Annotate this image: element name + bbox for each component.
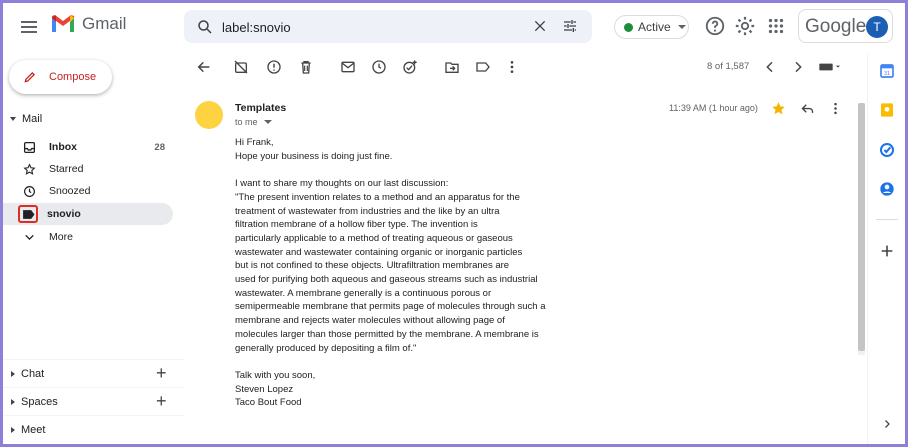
sidebar-item-label: Inbox [49,141,77,153]
gmail-window [3,3,905,444]
sidebar-item-label: snovio [47,208,81,220]
quote-line: wastewater. A membrane generally is a continuous porous or [235,287,492,299]
scrollbar-thumb[interactable] [858,103,865,351]
contacts-icon[interactable] [879,181,895,197]
gmail-m-icon [50,14,76,34]
inbox-icon [22,140,36,154]
star-icon[interactable] [771,101,786,116]
sidebar-item-inbox[interactable] [3,136,173,158]
search-bar[interactable] [184,10,592,43]
keyboard-icon[interactable] [818,59,842,75]
more-icon[interactable] [504,59,520,75]
avatar[interactable]: T [866,16,888,38]
sidebar-item-starred[interactable] [3,158,173,180]
signoff-line: Talk with you soon, [235,369,316,381]
label-icon[interactable] [475,59,491,75]
app-name: Gmail [82,14,127,33]
signature-company: Taco Bout Food [235,397,302,409]
back-icon[interactable] [196,59,212,75]
message-body [235,136,555,410]
reply-icon[interactable] [800,101,815,116]
quote-line: but is not confined to these objects. Ultrafiltration membranes are [235,260,510,272]
body-line: Hope your business is doing just fine. [235,150,393,162]
next-icon[interactable] [790,59,806,75]
section-label: Spaces [21,395,58,408]
chevron-right-icon [11,427,15,433]
gear-icon[interactable] [734,15,756,37]
plus-icon[interactable]: + [156,391,167,411]
quote-line: membrane and rejects water molecules without allowing page of [235,315,505,327]
divider [876,219,898,220]
mail-section-toggle[interactable] [10,113,42,125]
chevron-down-icon [22,230,36,244]
menu-icon[interactable] [17,15,41,39]
mark-unread-icon[interactable] [340,59,356,75]
signature-name: Steven Lopez [235,383,294,395]
move-icon[interactable] [444,59,460,75]
clock-icon [22,184,36,198]
search-input[interactable] [222,16,522,38]
sidebar-item-label: Starred [49,163,84,175]
spaces-section[interactable] [3,387,185,415]
sidebar-item-snovio[interactable] [3,203,173,225]
recipient-label: to me [235,117,258,127]
account-switcher[interactable] [798,9,893,43]
search-icon[interactable] [196,18,214,36]
quote-line: used for purifying both aqueous and gaseous streams such as industrial [235,274,538,286]
calendar-icon[interactable] [879,63,895,79]
report-icon[interactable] [266,59,282,75]
google-wordmark: Google [805,16,867,37]
sender-avatar[interactable] [195,101,223,129]
tune-icon[interactable] [562,18,578,34]
message-timestamp: 11:39 AM (1 hour ago) [669,103,758,113]
quote-line: generally produced by depositing a film of." [235,342,417,354]
gmail-logo[interactable] [50,14,126,34]
keep-icon[interactable] [879,102,895,118]
more-icon[interactable] [828,101,843,116]
quote-line: "The present invention relates to a method and an apparatus for the [235,191,520,203]
quote-line: semipermeable membrane that permits page of molecules through such a [235,301,546,313]
inbox-count: 28 [154,141,165,153]
quote-line: particularly applicable to a method of treating aqueous or gaseous [235,232,513,244]
quote-line: wastewater and wastewater containing organic or inorganic particles [235,246,523,258]
delete-icon[interactable] [298,59,314,75]
side-panel [867,53,905,444]
close-icon[interactable] [532,18,548,34]
chevron-right-icon[interactable] [881,418,893,430]
sidebar-item-more[interactable] [3,226,173,248]
chevron-down-icon [678,25,686,29]
svg-text:31: 31 [884,71,890,77]
compose-button[interactable] [9,60,112,94]
archive-icon[interactable] [233,59,249,75]
star-outline-icon [22,162,36,176]
snooze-icon[interactable] [371,59,387,75]
section-label: Chat [21,367,45,380]
prev-icon[interactable] [762,59,778,75]
status-label: Active [638,20,671,34]
message-toolbar [188,53,853,83]
chevron-right-icon [11,399,15,405]
plus-icon[interactable] [879,243,895,259]
status-dot [624,23,633,32]
greeting-line: Hi Frank, [235,137,274,148]
chevron-right-icon [11,371,15,377]
status-selector[interactable] [614,15,689,39]
sidebar-item-label: More [49,231,73,243]
mail-section-label: Mail [22,113,43,125]
plus-icon[interactable]: + [156,363,167,383]
chat-section[interactable] [3,359,185,387]
help-icon[interactable] [704,15,726,37]
section-label: Meet [21,423,46,436]
meet-section[interactable] [3,415,185,443]
sender-name[interactable]: Templates [235,102,287,114]
quote-line: filtration membrane of a hollow fiber type. The invention is [235,219,478,231]
body-line: I want to share my thoughts on our last discussion: [235,178,449,190]
pencil-icon [23,70,37,84]
chevron-down-icon [10,117,16,121]
quote-line: treatment of wastewater from industries and the like by an ultra [235,205,500,217]
add-task-icon[interactable] [402,59,418,75]
sidebar-item-snoozed[interactable] [3,180,173,202]
tasks-icon[interactable] [879,142,895,158]
recipient-details[interactable] [235,117,272,127]
quote-line: molecules larger than those permitted by the membrane. A membrane is [235,328,539,340]
top-bar [3,3,905,49]
label-icon [18,205,38,223]
pager-text: 8 of 1,587 [707,61,750,72]
sidebar-item-label: Snoozed [49,185,91,197]
apps-icon[interactable] [765,15,787,37]
compose-label: Compose [49,71,97,83]
chevron-down-icon [264,120,272,124]
